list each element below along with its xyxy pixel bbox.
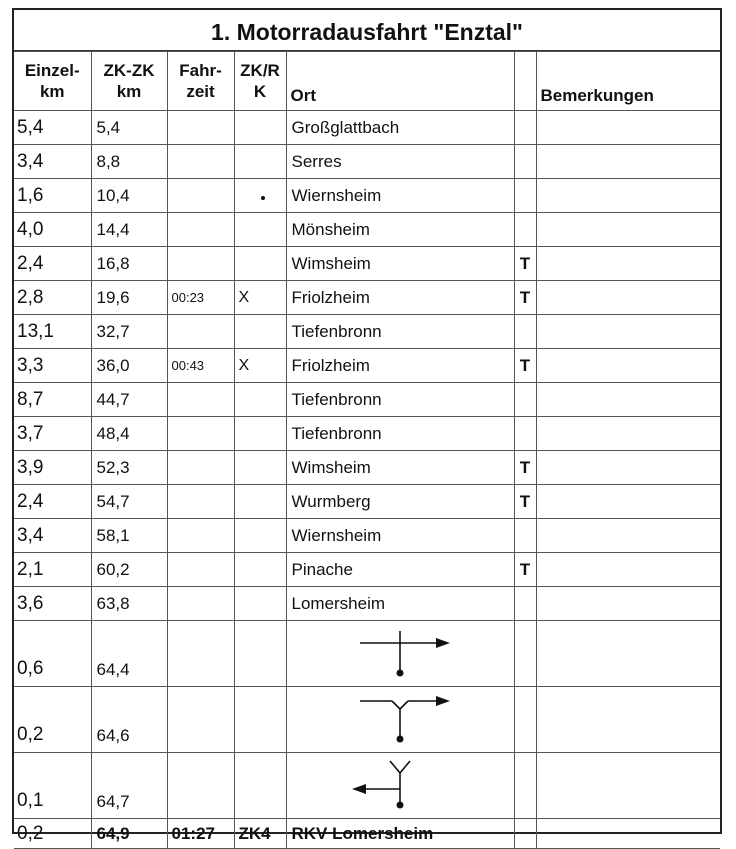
zk-km-cell: 8,8 bbox=[91, 145, 167, 179]
table-row bbox=[14, 145, 720, 179]
t-cell bbox=[514, 621, 536, 687]
zk-km-cell: 60,2 bbox=[91, 553, 167, 587]
bemerkungen-cell bbox=[536, 753, 720, 819]
t-cell bbox=[514, 213, 536, 247]
ort-cell: Mönsheim bbox=[286, 213, 514, 247]
zkrk-cell bbox=[234, 519, 286, 553]
fahrzeit-cell bbox=[167, 145, 234, 179]
zkrk-cell bbox=[234, 179, 286, 213]
t-cell bbox=[514, 687, 536, 753]
einzel-km-cell: 5,4 bbox=[14, 111, 91, 145]
bemerkungen-cell bbox=[536, 349, 720, 383]
fork-right-arrow-icon bbox=[340, 689, 460, 751]
zk-km-cell: 14,4 bbox=[91, 213, 167, 247]
t-cell bbox=[514, 417, 536, 451]
table-row bbox=[14, 553, 720, 587]
table-row bbox=[14, 687, 720, 753]
bemerkungen-cell bbox=[536, 145, 720, 179]
bemerkungen-cell bbox=[536, 687, 720, 753]
fahrzeit-cell bbox=[167, 621, 234, 687]
bemerkungen-cell bbox=[536, 451, 720, 485]
t-cell bbox=[514, 111, 536, 145]
fahrzeit-cell bbox=[167, 687, 234, 753]
bemerkungen-cell bbox=[536, 819, 720, 849]
zkrk-cell bbox=[234, 247, 286, 281]
bemerkungen-cell bbox=[536, 315, 720, 349]
zk-km-cell: 19,6 bbox=[91, 281, 167, 315]
table-row bbox=[14, 349, 720, 383]
zkrk-cell bbox=[234, 753, 286, 819]
ort-cell: Friolzheim bbox=[286, 281, 514, 315]
zk-km-cell: 58,1 bbox=[91, 519, 167, 553]
table-row bbox=[14, 315, 720, 349]
header-row bbox=[14, 52, 720, 111]
zkrk-cell bbox=[234, 111, 286, 145]
fahrzeit-cell bbox=[167, 179, 234, 213]
zkrk-cell bbox=[234, 145, 286, 179]
table-row bbox=[14, 179, 720, 213]
table-row bbox=[14, 281, 720, 315]
table-row bbox=[14, 111, 720, 145]
ort-cell: RKV Lomersheim bbox=[286, 819, 514, 849]
zk-km-cell: 36,0 bbox=[91, 349, 167, 383]
t-cell bbox=[514, 315, 536, 349]
ort-cell: Wiernsheim bbox=[286, 179, 514, 213]
bemerkungen-cell bbox=[536, 247, 720, 281]
t-cell: T bbox=[514, 247, 536, 281]
bemerkungen-cell bbox=[536, 621, 720, 687]
einzel-km-cell: 3,9 bbox=[14, 451, 91, 485]
fahrzeit-cell bbox=[167, 519, 234, 553]
zkrk-cell: ZK4 bbox=[234, 819, 286, 849]
ort-cell bbox=[286, 687, 514, 753]
table-row bbox=[14, 213, 720, 247]
fahrzeit-cell bbox=[167, 753, 234, 819]
zkrk-cell bbox=[234, 553, 286, 587]
fahrzeit-cell bbox=[167, 247, 234, 281]
ort-cell: Tiefenbronn bbox=[286, 383, 514, 417]
einzel-km-cell: 3,3 bbox=[14, 349, 91, 383]
t-cell: T bbox=[514, 349, 536, 383]
zk-km-cell: 64,4 bbox=[91, 621, 167, 687]
zkrk-cell bbox=[234, 485, 286, 519]
header-zkrk: ZK/R K bbox=[234, 52, 286, 111]
t-cell: T bbox=[514, 485, 536, 519]
bemerkungen-cell bbox=[536, 519, 720, 553]
fahrzeit-cell bbox=[167, 451, 234, 485]
bemerkungen-cell bbox=[536, 213, 720, 247]
einzel-km-cell: 0,6 bbox=[14, 621, 91, 687]
zkrk-cell: X bbox=[234, 281, 286, 315]
ort-cell: Lomersheim bbox=[286, 587, 514, 621]
zk-km-cell: 5,4 bbox=[91, 111, 167, 145]
bemerkungen-cell bbox=[536, 587, 720, 621]
zkrk-cell bbox=[234, 587, 286, 621]
table-row bbox=[14, 383, 720, 417]
t-cell bbox=[514, 753, 536, 819]
table-row bbox=[14, 587, 720, 621]
table-row bbox=[14, 247, 720, 281]
einzel-km-cell: 3,7 bbox=[14, 417, 91, 451]
table-row bbox=[14, 485, 720, 519]
table-row bbox=[14, 819, 720, 849]
einzel-km-cell: 2,8 bbox=[14, 281, 91, 315]
zk-km-cell: 16,8 bbox=[91, 247, 167, 281]
zk-km-cell: 64,9 bbox=[91, 819, 167, 849]
einzel-km-cell: 3,4 bbox=[14, 519, 91, 553]
fahrzeit-cell bbox=[167, 417, 234, 451]
t-cell: T bbox=[514, 451, 536, 485]
page-title: 1. Motorradausfahrt "Enztal" bbox=[14, 10, 720, 51]
ort-cell: Tiefenbronn bbox=[286, 315, 514, 349]
bemerkungen-cell bbox=[536, 383, 720, 417]
zk-km-cell: 63,8 bbox=[91, 587, 167, 621]
ort-cell: Friolzheim bbox=[286, 349, 514, 383]
zkrk-cell bbox=[234, 687, 286, 753]
bemerkungen-cell bbox=[536, 485, 720, 519]
zk-km-cell: 64,7 bbox=[91, 753, 167, 819]
header-fahrzeit: Fahr- zeit bbox=[167, 52, 234, 111]
ort-cell: Pinache bbox=[286, 553, 514, 587]
zk-km-cell: 54,7 bbox=[91, 485, 167, 519]
einzel-km-cell: 4,0 bbox=[14, 213, 91, 247]
fahrzeit-cell: 00:43 bbox=[167, 349, 234, 383]
fahrzeit-cell bbox=[167, 587, 234, 621]
bemerkungen-cell bbox=[536, 417, 720, 451]
zk-km-cell: 44,7 bbox=[91, 383, 167, 417]
bemerkungen-cell bbox=[536, 111, 720, 145]
zk-km-cell: 32,7 bbox=[91, 315, 167, 349]
table-row bbox=[14, 753, 720, 819]
einzel-km-cell: 0,1 bbox=[14, 753, 91, 819]
roadbook-sheet bbox=[12, 8, 722, 844]
ort-cell: Wiernsheim bbox=[286, 519, 514, 553]
ort-cell bbox=[286, 621, 514, 687]
header-einzel-km: Einzel- km bbox=[14, 52, 91, 111]
zkrk-cell bbox=[234, 621, 286, 687]
einzel-km-cell: 2,1 bbox=[14, 553, 91, 587]
zkrk-cell bbox=[234, 383, 286, 417]
ort-cell bbox=[286, 753, 514, 819]
bemerkungen-cell bbox=[536, 553, 720, 587]
header-ort: Ort bbox=[286, 52, 514, 111]
zk-km-cell: 64,6 bbox=[91, 687, 167, 753]
zk-km-cell: 10,4 bbox=[91, 179, 167, 213]
ort-cell: Wimsheim bbox=[286, 451, 514, 485]
t-cell bbox=[514, 179, 536, 213]
einzel-km-cell: 13,1 bbox=[14, 315, 91, 349]
table-row bbox=[14, 621, 720, 687]
table-row bbox=[14, 451, 720, 485]
zkrk-cell bbox=[234, 417, 286, 451]
fork-left-arrow-icon bbox=[340, 755, 460, 817]
einzel-km-cell: 2,4 bbox=[14, 485, 91, 519]
fahrzeit-cell: 01:27 bbox=[167, 819, 234, 849]
zkrk-cell bbox=[234, 451, 286, 485]
dot-mark bbox=[261, 196, 265, 200]
einzel-km-cell: 3,6 bbox=[14, 587, 91, 621]
ort-cell: Wurmberg bbox=[286, 485, 514, 519]
t-cell bbox=[514, 819, 536, 849]
ort-cell: Tiefenbronn bbox=[286, 417, 514, 451]
t-cell bbox=[514, 587, 536, 621]
table-row bbox=[14, 417, 720, 451]
fahrzeit-cell bbox=[167, 111, 234, 145]
einzel-km-cell: 8,7 bbox=[14, 383, 91, 417]
fahrzeit-cell bbox=[167, 213, 234, 247]
t-cell: T bbox=[514, 553, 536, 587]
zk-km-cell: 48,4 bbox=[91, 417, 167, 451]
einzel-km-cell: 2,4 bbox=[14, 247, 91, 281]
ort-cell: Großglattbach bbox=[286, 111, 514, 145]
t-cell: T bbox=[514, 281, 536, 315]
zk-km-cell: 52,3 bbox=[91, 451, 167, 485]
t-cell bbox=[514, 145, 536, 179]
einzel-km-cell: 1,6 bbox=[14, 179, 91, 213]
zkrk-cell bbox=[234, 315, 286, 349]
t-cell bbox=[514, 519, 536, 553]
roadbook-table bbox=[14, 51, 720, 849]
t-cell bbox=[514, 383, 536, 417]
zkrk-cell: X bbox=[234, 349, 286, 383]
header-bemerkungen: Bemerkungen bbox=[536, 52, 720, 111]
header-t bbox=[514, 52, 536, 111]
ort-cell: Wimsheim bbox=[286, 247, 514, 281]
zkrk-cell bbox=[234, 213, 286, 247]
fahrzeit-cell: 00:23 bbox=[167, 281, 234, 315]
ort-cell: Serres bbox=[286, 145, 514, 179]
einzel-km-cell: 0,2 bbox=[14, 687, 91, 753]
table-row bbox=[14, 519, 720, 553]
header-zk-km: ZK-ZK km bbox=[91, 52, 167, 111]
einzel-km-cell: 3,4 bbox=[14, 145, 91, 179]
fahrzeit-cell bbox=[167, 315, 234, 349]
fahrzeit-cell bbox=[167, 553, 234, 587]
bemerkungen-cell bbox=[536, 179, 720, 213]
fahrzeit-cell bbox=[167, 383, 234, 417]
bemerkungen-cell bbox=[536, 281, 720, 315]
fahrzeit-cell bbox=[167, 485, 234, 519]
crossing-right-arrow-icon bbox=[340, 623, 460, 685]
einzel-km-cell: 0,2 bbox=[14, 819, 91, 849]
